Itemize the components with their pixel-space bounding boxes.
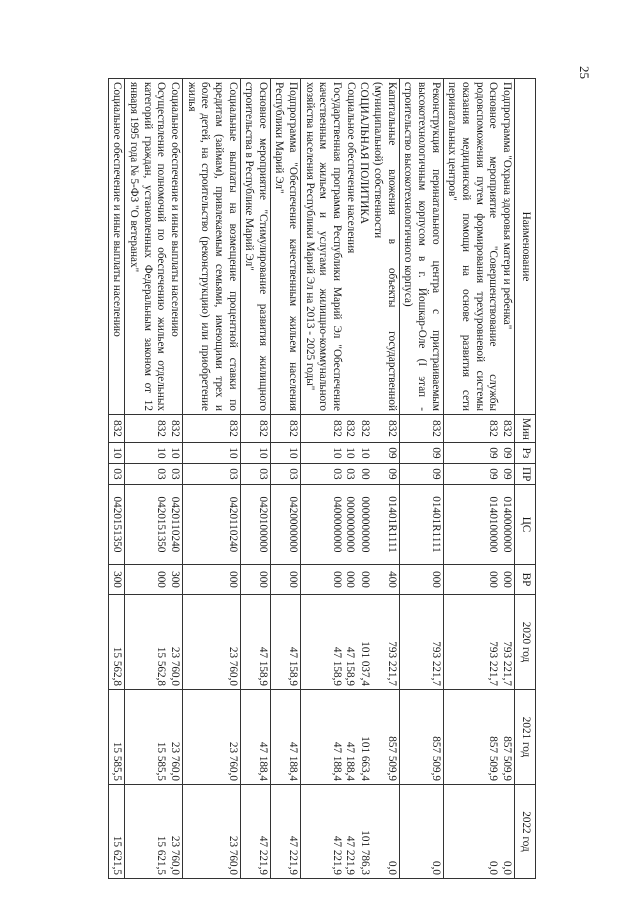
header-min: Мин xyxy=(515,415,536,443)
cell-value: 47 221,9 xyxy=(344,835,357,875)
cell-value: 03 xyxy=(111,468,124,480)
cell-value: 857 509,9 xyxy=(487,736,500,781)
amount-2021-cell xyxy=(443,690,514,785)
pr-cell xyxy=(443,464,514,485)
name-cell xyxy=(443,79,514,415)
cell-value: 00 xyxy=(359,468,372,480)
cell-value: 000 xyxy=(487,571,500,588)
cell-value: 000 xyxy=(287,571,300,588)
amount-2022-cell xyxy=(301,785,400,879)
cell-value: 793 221,7 xyxy=(429,641,442,686)
cell-value: 832 xyxy=(359,420,372,437)
cell-value: 000 xyxy=(256,571,269,588)
cell-value: 10 xyxy=(226,447,239,459)
item-name: СОЦИАЛЬНАЯ ПОЛИТИКА xyxy=(358,82,371,224)
cs-cell xyxy=(443,485,514,565)
amount-2020-cell xyxy=(182,595,240,690)
cs-cell xyxy=(108,485,125,565)
cs-cell xyxy=(270,485,300,565)
cell-value: 000 xyxy=(330,571,343,588)
cell-value: 47 221,9 xyxy=(256,835,269,875)
cell-value: 0420110240 xyxy=(226,496,239,553)
amount-2021-cell xyxy=(125,690,183,785)
table-body xyxy=(108,79,514,879)
item-name: Государственная программа Республики Марий Эл "Обеспечение качественным жильем и услугами жилищно-коммунального хозяйства населения Республики Марий Эл на 2013 - 2025 годы" xyxy=(303,82,344,411)
cell-value: 03 xyxy=(344,468,357,480)
cell-value: 0000000000 xyxy=(359,496,372,553)
cell-value: 857 509,9 xyxy=(501,736,513,781)
table-row xyxy=(108,79,125,879)
cell-value: 101 037,4 xyxy=(359,641,372,686)
cell-value: 0000000000 xyxy=(344,496,357,553)
min-cell xyxy=(443,415,514,443)
vr-cell xyxy=(240,565,270,595)
amount-2020-cell xyxy=(270,595,300,690)
rotated-table-wrapper xyxy=(92,78,536,878)
cell-value: 832 xyxy=(155,420,168,437)
amount-2021-cell xyxy=(240,690,270,785)
table-row xyxy=(240,79,270,879)
name-cell xyxy=(301,79,400,415)
cell-value: 09 xyxy=(385,447,398,459)
cell-value: 832 xyxy=(385,420,398,437)
cell-value: 0420151350 xyxy=(111,496,124,553)
min-cell xyxy=(182,415,240,443)
vr-cell xyxy=(270,565,300,595)
cell-value: 09 xyxy=(429,468,442,480)
amount-2022-cell xyxy=(182,785,240,879)
cell-value: 000 xyxy=(344,571,357,588)
amount-2022-cell xyxy=(240,785,270,879)
amount-2020-cell xyxy=(301,595,400,690)
amount-2021-cell xyxy=(270,690,300,785)
header-2022: 2022 год xyxy=(515,785,536,879)
header-vr: ВР xyxy=(515,565,536,595)
cell-value: 10 xyxy=(111,447,124,459)
amount-2021-cell xyxy=(399,690,443,785)
name-cell xyxy=(270,79,300,415)
header-name: Наименование xyxy=(515,79,536,415)
cell-value: 0400000000 xyxy=(330,496,343,553)
cell-value: 47 221,9 xyxy=(330,835,343,875)
cell-value: 10 xyxy=(287,447,300,459)
pr-cell xyxy=(182,464,240,485)
cell-value: 832 xyxy=(487,420,500,437)
amount-2021-cell xyxy=(182,690,240,785)
vr-cell xyxy=(443,565,514,595)
cell-value: 10 xyxy=(344,447,357,459)
cell-value: 832 xyxy=(344,420,357,437)
cell-value: 15 585,5 xyxy=(111,741,124,781)
cell-value: 0420110240 xyxy=(168,496,181,553)
cell-value: 10 xyxy=(168,447,181,459)
rz-cell xyxy=(125,443,183,464)
cell-value: 832 xyxy=(287,420,300,437)
item-name: Социальное обеспечение и иные выплаты населению xyxy=(111,82,124,337)
item-name: Подпрограмма "Обеспечение качественным жильем населения Республики Марий Эл" xyxy=(273,82,300,411)
rz-cell xyxy=(270,443,300,464)
cell-value: 09 xyxy=(487,468,500,480)
cell-value: 09 xyxy=(385,468,398,480)
cell-value: 03 xyxy=(168,468,181,480)
amount-2020-cell xyxy=(399,595,443,690)
cell-value: 03 xyxy=(226,468,239,480)
cell-value: 47 188,4 xyxy=(330,741,343,781)
pr-cell xyxy=(240,464,270,485)
cell-value: 832 xyxy=(330,420,343,437)
name-cell xyxy=(399,79,443,415)
cell-value: 47 158,9 xyxy=(287,646,300,686)
cell-value: 47 221,9 xyxy=(287,835,300,875)
rz-cell xyxy=(399,443,443,464)
cell-value: 10 xyxy=(155,447,168,459)
cell-value: 857 509,9 xyxy=(385,736,398,781)
item-name: Основное мероприятие "Совершенствование службы родовспоможения путем формирования трехуровневой системы оказания медицинской помощи на основе развития сети перинатальных центров" xyxy=(446,82,500,411)
cell-value: 832 xyxy=(168,420,181,437)
cell-value: 23 760,0 xyxy=(168,741,181,781)
cell-value: 47 188,4 xyxy=(344,741,357,781)
rz-cell xyxy=(108,443,125,464)
cell-value: 47 158,9 xyxy=(330,646,343,686)
cell-value: 793 221,7 xyxy=(501,641,513,686)
cell-value: 000 xyxy=(155,571,168,588)
cell-value: 23 760,0 xyxy=(226,835,239,875)
cell-value: 47 188,4 xyxy=(287,741,300,781)
cell-value: 000 xyxy=(226,571,239,588)
cs-cell xyxy=(125,485,183,565)
header-pr: ПР xyxy=(515,464,536,485)
table-row xyxy=(125,79,183,879)
cell-value: 0140100000 xyxy=(487,496,500,553)
cell-value: 23 760,0 xyxy=(226,741,239,781)
item-name: Социальные выплаты на возмещение процентной ставки по кредитам (займам), привлекаемым семьями, имеющими трех и более детей, на строительство (реконструкцию) или приобретение жилья xyxy=(185,82,239,411)
cell-value: 47 158,9 xyxy=(344,646,357,686)
cell-value: 857 509,9 xyxy=(429,736,442,781)
amount-2020-cell xyxy=(125,595,183,690)
rz-cell xyxy=(443,443,514,464)
cell-value: 0420151350 xyxy=(155,496,168,553)
header-2021: 2021 год xyxy=(515,690,536,785)
min-cell xyxy=(399,415,443,443)
cell-value: 300 xyxy=(168,571,181,588)
cell-value: 832 xyxy=(256,420,269,437)
cs-cell xyxy=(182,485,240,565)
item-name: Основное мероприятие "Стимулирование развития жилищного строительства в Республике Марий Эл" xyxy=(243,82,269,411)
amount-2022-cell xyxy=(270,785,300,879)
cs-cell xyxy=(240,485,270,565)
amount-2021-cell xyxy=(301,690,400,785)
cell-value: 03 xyxy=(330,468,343,480)
cell-value: 15 621,5 xyxy=(155,835,168,875)
cell-value: 01401R1111 xyxy=(429,496,442,553)
item-name: Подпрограмма "Охрана здоровья матери и ребенка" xyxy=(501,82,513,330)
rz-cell xyxy=(182,443,240,464)
cs-cell xyxy=(301,485,400,565)
vr-cell xyxy=(125,565,183,595)
cell-value: 03 xyxy=(256,468,269,480)
pr-cell xyxy=(399,464,443,485)
cell-value: 10 xyxy=(330,447,343,459)
cell-value: 23 760,0 xyxy=(168,835,181,875)
amount-2022-cell xyxy=(443,785,514,879)
amount-2022-cell xyxy=(108,785,125,879)
item-name: Реконструкция перинатального центра с пристраиваемым высокотехнологичным корпусом в г. Йошкар-Оле (I этап - строительство высокотехнологичного корпуса) xyxy=(402,82,442,411)
table-row xyxy=(182,79,240,879)
cell-value: 832 xyxy=(226,420,239,437)
header-2020: 2020 год xyxy=(515,595,536,690)
cell-value: 0,0 xyxy=(487,861,500,875)
vr-cell xyxy=(182,565,240,595)
amount-2020-cell xyxy=(240,595,270,690)
cell-value: 23 760,0 xyxy=(168,646,181,686)
cell-value: 0420100000 xyxy=(256,496,269,553)
cell-value: 10 xyxy=(256,447,269,459)
item-name: Социальное обеспечение населения xyxy=(344,82,357,254)
name-cell xyxy=(182,79,240,415)
table-row xyxy=(443,79,514,879)
cell-value: 832 xyxy=(111,420,124,437)
cell-value: 0,0 xyxy=(429,861,442,875)
cell-value: 832 xyxy=(429,420,442,437)
name-cell xyxy=(240,79,270,415)
cell-value: 0140000000 xyxy=(501,496,513,553)
cell-value: 47 158,9 xyxy=(256,646,269,686)
cell-value: 793 221,7 xyxy=(385,641,398,686)
min-cell xyxy=(125,415,183,443)
cell-value: 0,0 xyxy=(385,861,398,875)
cell-value: 23 760,0 xyxy=(226,646,239,686)
cell-value: 09 xyxy=(487,447,500,459)
budget-table xyxy=(108,78,536,879)
amount-2021-cell xyxy=(108,690,125,785)
cell-value: 0420000000 xyxy=(287,496,300,553)
amount-2020-cell xyxy=(108,595,125,690)
cell-value: 793 221,7 xyxy=(487,641,500,686)
vr-cell xyxy=(301,565,400,595)
amount-2022-cell xyxy=(125,785,183,879)
amount-2020-cell xyxy=(443,595,514,690)
table-row xyxy=(270,79,300,879)
cell-value: 15 621,5 xyxy=(111,835,124,875)
cell-value: 300 xyxy=(111,571,124,588)
cell-value: 101 786,3 xyxy=(359,830,372,875)
table-row xyxy=(399,79,443,879)
cell-value: 101 663,4 xyxy=(359,736,372,781)
cell-value: 09 xyxy=(501,447,513,459)
cell-value: 400 xyxy=(385,571,398,588)
cell-value: 000 xyxy=(359,571,372,588)
header-cs: ЦС xyxy=(515,485,536,565)
cell-value: 000 xyxy=(501,571,513,588)
min-cell xyxy=(270,415,300,443)
pr-cell xyxy=(301,464,400,485)
amount-2022-cell xyxy=(399,785,443,879)
item-name: Социальное обеспечение и иные выплаты населению xyxy=(168,82,181,337)
cs-cell xyxy=(399,485,443,565)
cell-value: 000 xyxy=(429,571,442,588)
cell-value: 09 xyxy=(501,468,513,480)
cell-value: 47 188,4 xyxy=(256,741,269,781)
min-cell xyxy=(240,415,270,443)
cell-value: 832 xyxy=(501,420,513,437)
item-name: Капитальные вложения в объекты государственной (муниципальной) собственности xyxy=(372,82,398,411)
cell-value: 15 585,5 xyxy=(155,741,168,781)
vr-cell xyxy=(399,565,443,595)
pr-cell xyxy=(125,464,183,485)
cell-value: 0,0 xyxy=(501,861,513,875)
cell-value: 01401R1111 xyxy=(385,496,398,553)
rz-cell xyxy=(301,443,400,464)
vr-cell xyxy=(108,565,125,595)
min-cell xyxy=(301,415,400,443)
cell-value: 03 xyxy=(287,468,300,480)
header-rz: Рз xyxy=(515,443,536,464)
item-name: Осуществление полномочий по обеспечению жильем отдельных категорий граждан, установленных Федеральным законом от 12 января 1995 года № 5-ФЗ "О ветеранах" xyxy=(127,82,168,411)
pr-cell xyxy=(270,464,300,485)
cell-value: 09 xyxy=(429,447,442,459)
cell-value: 03 xyxy=(155,468,168,480)
cell-value: 10 xyxy=(359,447,372,459)
name-cell xyxy=(108,79,125,415)
cell-value: 15 562,8 xyxy=(155,646,168,686)
pr-cell xyxy=(108,464,125,485)
cell-value: 15 562,8 xyxy=(111,646,124,686)
rz-cell xyxy=(240,443,270,464)
table-header-row xyxy=(515,79,536,879)
table-row xyxy=(301,79,400,879)
name-cell xyxy=(125,79,183,415)
min-cell xyxy=(108,415,125,443)
page-number: 25 xyxy=(577,66,592,79)
